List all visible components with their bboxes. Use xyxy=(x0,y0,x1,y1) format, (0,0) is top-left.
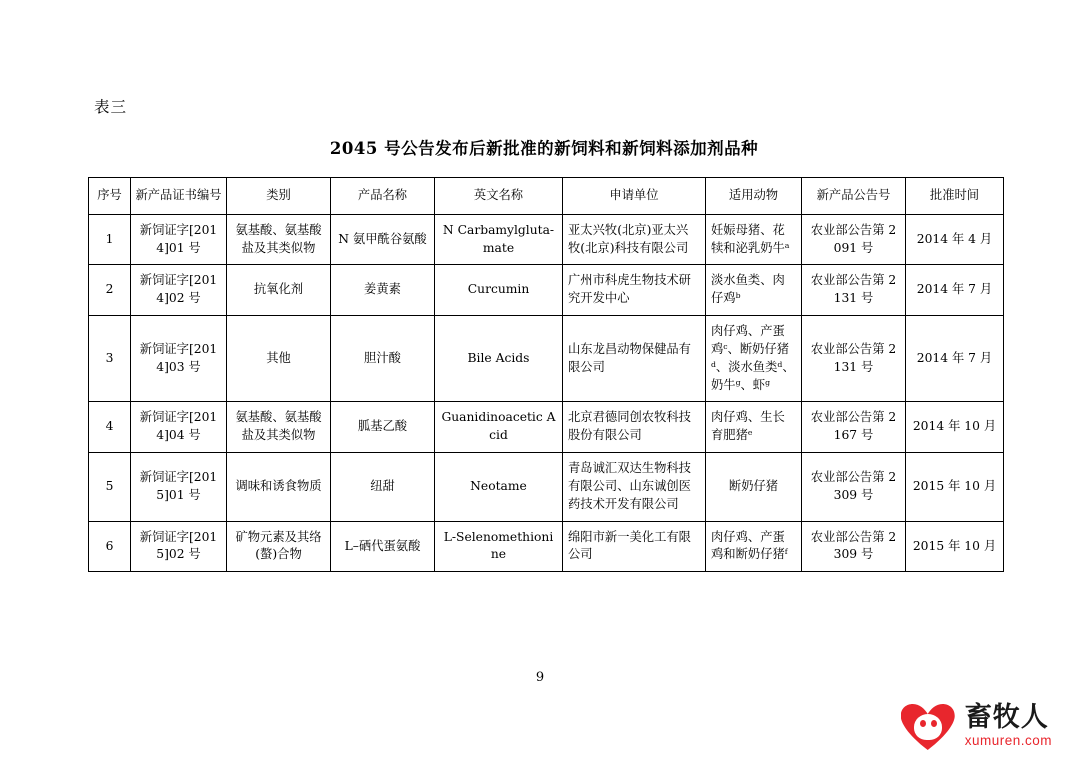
heart-logo-icon xyxy=(901,700,957,752)
cell-announcement: 农业部公告第 2167 号 xyxy=(802,402,906,453)
cell-no: 4 xyxy=(89,402,131,453)
cell-product: 胆汁酸 xyxy=(331,316,435,402)
cell-category: 氨基酸、氨基酸盐及其类似物 xyxy=(227,214,331,265)
cell-english: Guanidinoacetic Acid xyxy=(435,402,563,453)
cell-product: 姜黄素 xyxy=(331,265,435,316)
table-row xyxy=(89,265,1004,316)
watermark-brand-cn: 畜牧人 xyxy=(964,702,1049,734)
table-label: 表三 xyxy=(94,98,128,116)
column-header-product: 产品名称 xyxy=(331,178,435,215)
cell-english: L-Selenomethionine xyxy=(435,521,563,572)
table-row xyxy=(89,214,1004,265)
cell-applicant: 绵阳市新一美化工有限公司 xyxy=(563,521,706,572)
column-header-cert: 新产品证书编号 xyxy=(131,178,227,215)
cell-product: 胍基乙酸 xyxy=(331,402,435,453)
cell-animals: 肉仔鸡、产蛋鸡ᶜ、断奶仔猪ᵈ、淡水鱼类ᵈ、奶牛ᵍ、虾ᵍ xyxy=(706,316,802,402)
cell-english: Neotame xyxy=(435,453,563,521)
cell-category: 调味和诱食物质 xyxy=(227,453,331,521)
table-row xyxy=(89,316,1004,402)
column-header-category: 类别 xyxy=(227,178,331,215)
cell-date: 2015 年 10 月 xyxy=(906,521,1004,572)
cell-applicant: 青岛诚汇双达生物科技有限公司、山东诚创医药技术开发有限公司 xyxy=(563,453,706,521)
watermark-brand-en: xumuren.com xyxy=(964,733,1052,749)
cell-announcement: 农业部公告第 2131 号 xyxy=(802,265,906,316)
cell-product: 纽甜 xyxy=(331,453,435,521)
cell-date: 2014 年 10 月 xyxy=(906,402,1004,453)
column-header-applicant: 申请单位 xyxy=(563,178,706,215)
cell-no: 1 xyxy=(89,214,131,265)
approved-feed-additives-table xyxy=(88,177,1004,572)
cell-animals: 淡水鱼类、肉仔鸡ᵇ xyxy=(706,265,802,316)
cell-category: 矿物元素及其络(螯)合物 xyxy=(227,521,331,572)
cell-no: 5 xyxy=(89,453,131,521)
cell-product: L–硒代蛋氨酸 xyxy=(331,521,435,572)
cell-announcement: 农业部公告第 2091 号 xyxy=(802,214,906,265)
cell-date: 2014 年 7 月 xyxy=(906,316,1004,402)
table-row xyxy=(89,453,1004,521)
cell-animals: 肉仔鸡、产蛋鸡和断奶仔猪ᶠ xyxy=(706,521,802,572)
cell-category: 其他 xyxy=(227,316,331,402)
cell-cert: 新饲证字[2014]01 号 xyxy=(131,214,227,265)
page-title: 2045 号公告发布后新批准的新饲料和新饲料添加剂品种 xyxy=(329,139,759,158)
table-row xyxy=(89,402,1004,453)
cell-date: 2014 年 4 月 xyxy=(906,214,1004,265)
cell-category: 抗氧化剂 xyxy=(227,265,331,316)
cell-announcement: 农业部公告第 2309 号 xyxy=(802,453,906,521)
cell-category: 氨基酸、氨基酸盐及其类似物 xyxy=(227,402,331,453)
cell-english: Bile Acids xyxy=(435,316,563,402)
column-header-english: 英文名称 xyxy=(435,178,563,215)
cell-animals: 妊娠母猪、花犊和泌乳奶牛ᵃ xyxy=(706,214,802,265)
table-row xyxy=(89,521,1004,572)
cell-animals: 肉仔鸡、生长育肥猪ᵉ xyxy=(706,402,802,453)
cell-announcement: 农业部公告第 2309 号 xyxy=(802,521,906,572)
page-number: 9 xyxy=(535,670,545,685)
cell-cert: 新饲证字[2014]03 号 xyxy=(131,316,227,402)
cell-applicant: 北京君德同创农牧科技股份有限公司 xyxy=(563,402,706,453)
cell-applicant: 山东龙昌动物保健品有限公司 xyxy=(563,316,706,402)
cell-english: Curcumin xyxy=(435,265,563,316)
cell-english: N Carbamylgluta-mate xyxy=(435,214,563,265)
cell-no: 2 xyxy=(89,265,131,316)
cell-animals: 断奶仔猪 xyxy=(706,453,802,521)
cell-product: N 氨甲酰谷氨酸 xyxy=(331,214,435,265)
cell-applicant: 广州市科虎生物技术研究开发中心 xyxy=(563,265,706,316)
cell-announcement: 农业部公告第 2131 号 xyxy=(802,316,906,402)
column-header-no: 序号 xyxy=(89,178,131,215)
column-header-date: 批准时间 xyxy=(906,178,1004,215)
cell-cert: 新饲证字[2015]02 号 xyxy=(131,521,227,572)
cell-no: 3 xyxy=(89,316,131,402)
cell-applicant: 亚太兴牧(北京)亚太兴牧(北京)科技有限公司 xyxy=(563,214,706,265)
cell-cert: 新饲证字[2014]04 号 xyxy=(131,402,227,453)
table-header-row xyxy=(89,178,1004,215)
cell-date: 2015 年 10 月 xyxy=(906,453,1004,521)
column-header-announcement: 新产品公告号 xyxy=(802,178,906,215)
column-header-animals: 适用动物 xyxy=(706,178,802,215)
cell-date: 2014 年 7 月 xyxy=(906,265,1004,316)
cell-cert: 新饲证字[2015]01 号 xyxy=(131,453,227,521)
cell-no: 6 xyxy=(89,521,131,572)
watermark xyxy=(901,700,1052,752)
cell-cert: 新饲证字[2014]02 号 xyxy=(131,265,227,316)
